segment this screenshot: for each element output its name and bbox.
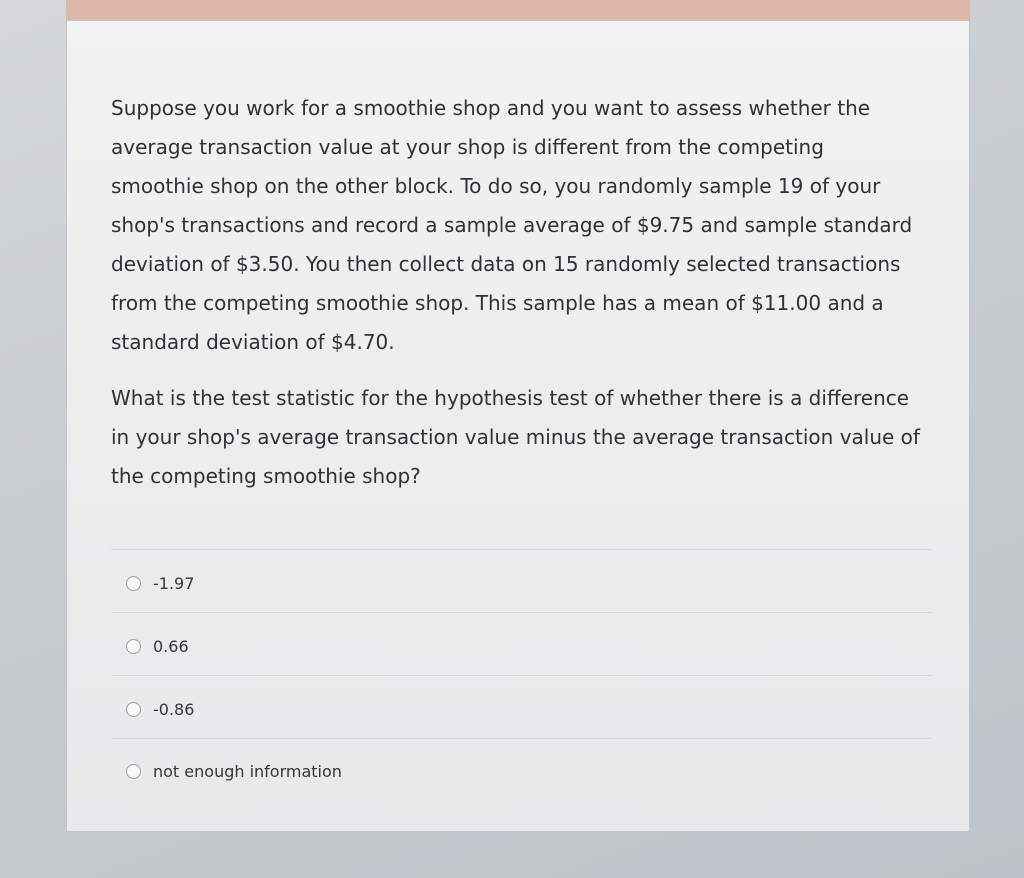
question-text <box>111 89 941 496</box>
question-paragraph <box>111 89 941 362</box>
question-line: average transaction value at your shop is different from the competing <box>111 135 824 159</box>
question-line: from the competing smoothie shop. This sample has a mean of $11.00 and a <box>111 291 884 315</box>
option-label: 0.66 <box>153 637 189 656</box>
answer-option-3[interactable] <box>126 700 194 719</box>
question-card <box>66 20 970 832</box>
options-divider <box>111 549 931 550</box>
question-line: shop's transactions and record a sample average of $9.75 and sample standard <box>111 213 913 237</box>
answer-option-2[interactable] <box>126 637 189 656</box>
answer-option-1[interactable] <box>126 574 194 593</box>
prompt-line: What is the test statistic for the hypothesis test of whether there is a difference <box>111 386 910 410</box>
option-label: not enough information <box>153 762 342 781</box>
prompt-line: in your shop's average transaction value minus the average transaction value of <box>111 425 920 449</box>
question-line: smoothie shop on the other block. To do so, you randomly sample 19 of your <box>111 174 881 198</box>
header-bar <box>66 0 970 21</box>
option-divider <box>111 612 931 613</box>
radio-button[interactable] <box>126 764 141 779</box>
question-line: deviation of $3.50. You then collect data on 15 randomly selected transactions <box>111 252 901 276</box>
answer-option-4[interactable] <box>126 762 342 781</box>
radio-button[interactable] <box>126 576 141 591</box>
option-divider <box>111 738 931 739</box>
question-prompt <box>111 379 941 496</box>
question-line: standard deviation of $4.70. <box>111 330 395 354</box>
radio-button[interactable] <box>126 639 141 654</box>
option-label: -1.97 <box>153 574 195 593</box>
option-divider <box>111 675 931 676</box>
radio-button[interactable] <box>126 702 141 717</box>
question-line: Suppose you work for a smoothie shop and you want to assess whether the <box>111 96 871 120</box>
prompt-line: the competing smoothie shop? <box>111 464 421 488</box>
option-label: -0.86 <box>153 700 195 719</box>
